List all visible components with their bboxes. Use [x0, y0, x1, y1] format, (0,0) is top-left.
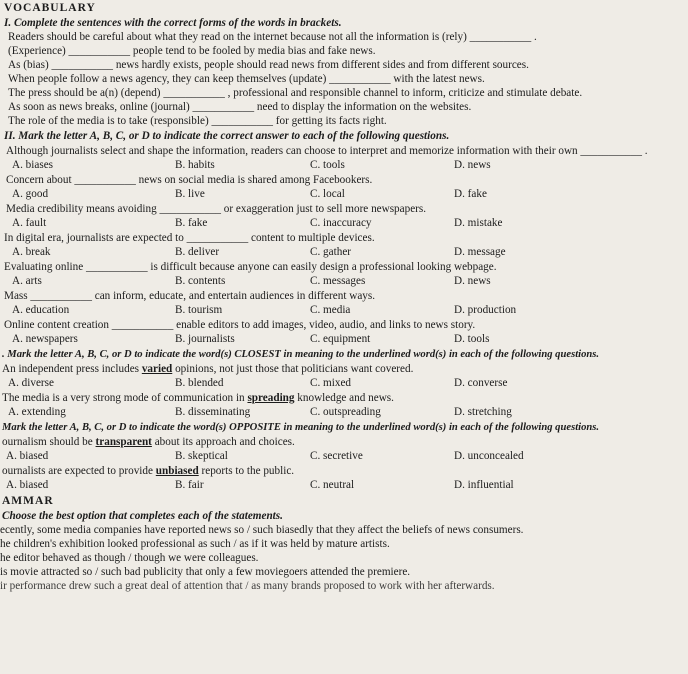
option-b: B. journalists: [175, 333, 235, 345]
sec3-stem: The media is a very strong mode of communication in spreading knowledge and news.: [2, 392, 394, 404]
option-c: C. local: [310, 188, 345, 200]
option-a: A. biases: [12, 159, 54, 171]
option-b: B. fair: [175, 479, 204, 491]
section2-instruction: II. Mark the letter A, B, C, or D to indicate the correct answer to each of the following questions.: [4, 130, 450, 142]
sec5-item: ecently, some media companies have reported news so / such biasedly that they affect the beliefs of news consumers.: [0, 524, 524, 536]
option-d: D. converse: [454, 377, 508, 389]
option-c: C. messages: [310, 275, 366, 287]
sec1-item: (Experience) ___________ people tend to be fooled by media bias and fake news.: [8, 45, 376, 57]
option-c: C. outspreading: [310, 406, 381, 418]
sec2-stem: Evaluating online ___________ is difficult because anyone can easily design a professional looking webpage.: [4, 261, 497, 273]
option-a: A. newspapers: [12, 333, 78, 345]
option-c: C. neutral: [310, 479, 355, 491]
option-a: A. biased: [6, 450, 49, 462]
option-d: D. fake: [454, 188, 487, 200]
vocabulary-heading: VOCABULARY: [4, 2, 96, 14]
option-a: A. diverse: [8, 377, 54, 389]
sec2-stem: Although journalists select and shape the information, readers can choose to interpret and memorize information with their own ___________ .: [6, 145, 648, 157]
sec2-stem: Concern about ___________ news on social media is shared among Facebookers.: [6, 174, 373, 186]
underlined-word: spreading: [247, 392, 295, 404]
option-c: C. media: [310, 304, 351, 316]
option-d: D. stretching: [454, 406, 512, 418]
option-d: D. influential: [454, 479, 514, 491]
option-c: C. inaccuracy: [310, 217, 372, 229]
sec5-item: ir performance drew such a great deal of attention that / as many brands proposed to work with her afterwards.: [0, 580, 495, 592]
option-a: A. biased: [6, 479, 49, 491]
sec3-stem: An independent press includes varied opinions, not just those that politicians want covered.: [2, 363, 414, 375]
underlined-word: unbiased: [155, 465, 199, 477]
option-b: B. contents: [175, 275, 226, 287]
section3-instruction: . Mark the letter A, B, C, or D to indicate the word(s) CLOSEST in meaning to the underlined word(s) in each of the following questions.: [2, 349, 600, 360]
option-b: B. blended: [175, 377, 224, 389]
sec5-item: he children's exhibition looked professional as such / as if it was held by mature artists.: [0, 538, 390, 550]
sec1-item: The press should be a(n) (depend) ___________ , professional and responsible channel to inform, criticize and stimulate debate.: [8, 87, 583, 99]
sec1-item: As (bias) ___________ news hardly exists, people should read news from different sides and from different sources.: [8, 59, 529, 71]
section4-instruction: Mark the letter A, B, C, or D to indicate the word(s) OPPOSITE in meaning to the underlined word(s) in each of the following questions.: [2, 422, 600, 433]
option-c: C. secretive: [310, 450, 363, 462]
sec2-stem: In digital era, journalists are expected to ___________ content to multiple devices.: [4, 232, 375, 244]
sec1-item: As soon as news breaks, online (journal) ___________ need to display the information on the websites.: [8, 101, 472, 113]
option-a: A. break: [12, 246, 51, 258]
option-a: A. fault: [12, 217, 47, 229]
sec4-stem: ournalists are expected to provide unbiased reports to the public.: [2, 465, 295, 477]
option-c: C. equipment: [310, 333, 371, 345]
option-b: B. disseminating: [175, 406, 251, 418]
sec1-item: The role of the media is to take (responsible) ___________ for getting its facts right.: [8, 115, 387, 127]
sec1-item: Readers should be careful about what they read on the internet because not all the information is (rely) ___________ .: [8, 31, 537, 43]
option-b: B. tourism: [175, 304, 223, 316]
option-d: D. production: [454, 304, 517, 316]
sec4-stem: ournalism should be transparent about its approach and choices.: [2, 436, 295, 448]
option-b: B. habits: [175, 159, 215, 171]
underlined-word: varied: [141, 363, 173, 375]
option-d: D. message: [454, 246, 506, 258]
sec5-item: is movie attracted so / such bad publicity that only a few moviegoers attended the premiere.: [0, 566, 411, 578]
option-c: C. gather: [310, 246, 352, 258]
option-a: A. education: [12, 304, 70, 316]
option-b: B. fake: [175, 217, 208, 229]
option-a: A. extending: [8, 406, 66, 418]
option-d: D. tools: [454, 333, 490, 345]
option-c: C. tools: [310, 159, 345, 171]
underlined-word: transparent: [95, 436, 152, 448]
option-d: D. unconcealed: [454, 450, 524, 462]
option-d: D. news: [454, 275, 491, 287]
grammar-heading: AMMAR: [2, 495, 54, 507]
sec2-stem: Mass ___________ can inform, educate, and entertain audiences in different ways.: [4, 290, 376, 302]
option-b: B. live: [175, 188, 205, 200]
section1-instruction: I. Complete the sentences with the correct forms of the words in brackets.: [4, 17, 342, 29]
section5-instruction: Choose the best option that completes each of the statements.: [2, 510, 283, 522]
sec2-stem: Online content creation ___________ enable editors to add images, video, audio, and links to news story.: [4, 319, 476, 331]
option-a: A. good: [12, 188, 49, 200]
option-b: B. skeptical: [175, 450, 228, 462]
sec5-item: he editor behaved as though / though we were colleagues.: [0, 552, 259, 564]
option-c: C. mixed: [310, 377, 352, 389]
option-a: A. arts: [12, 275, 42, 287]
option-b: B. deliver: [175, 246, 220, 258]
option-d: D. mistake: [454, 217, 503, 229]
option-d: D. news: [454, 159, 491, 171]
sec1-item: When people follow a news agency, they can keep themselves (update) ___________ with the latest news.: [8, 73, 485, 85]
sec2-stem: Media credibility means avoiding ___________ or exaggeration just to sell more newspapers.: [6, 203, 427, 215]
